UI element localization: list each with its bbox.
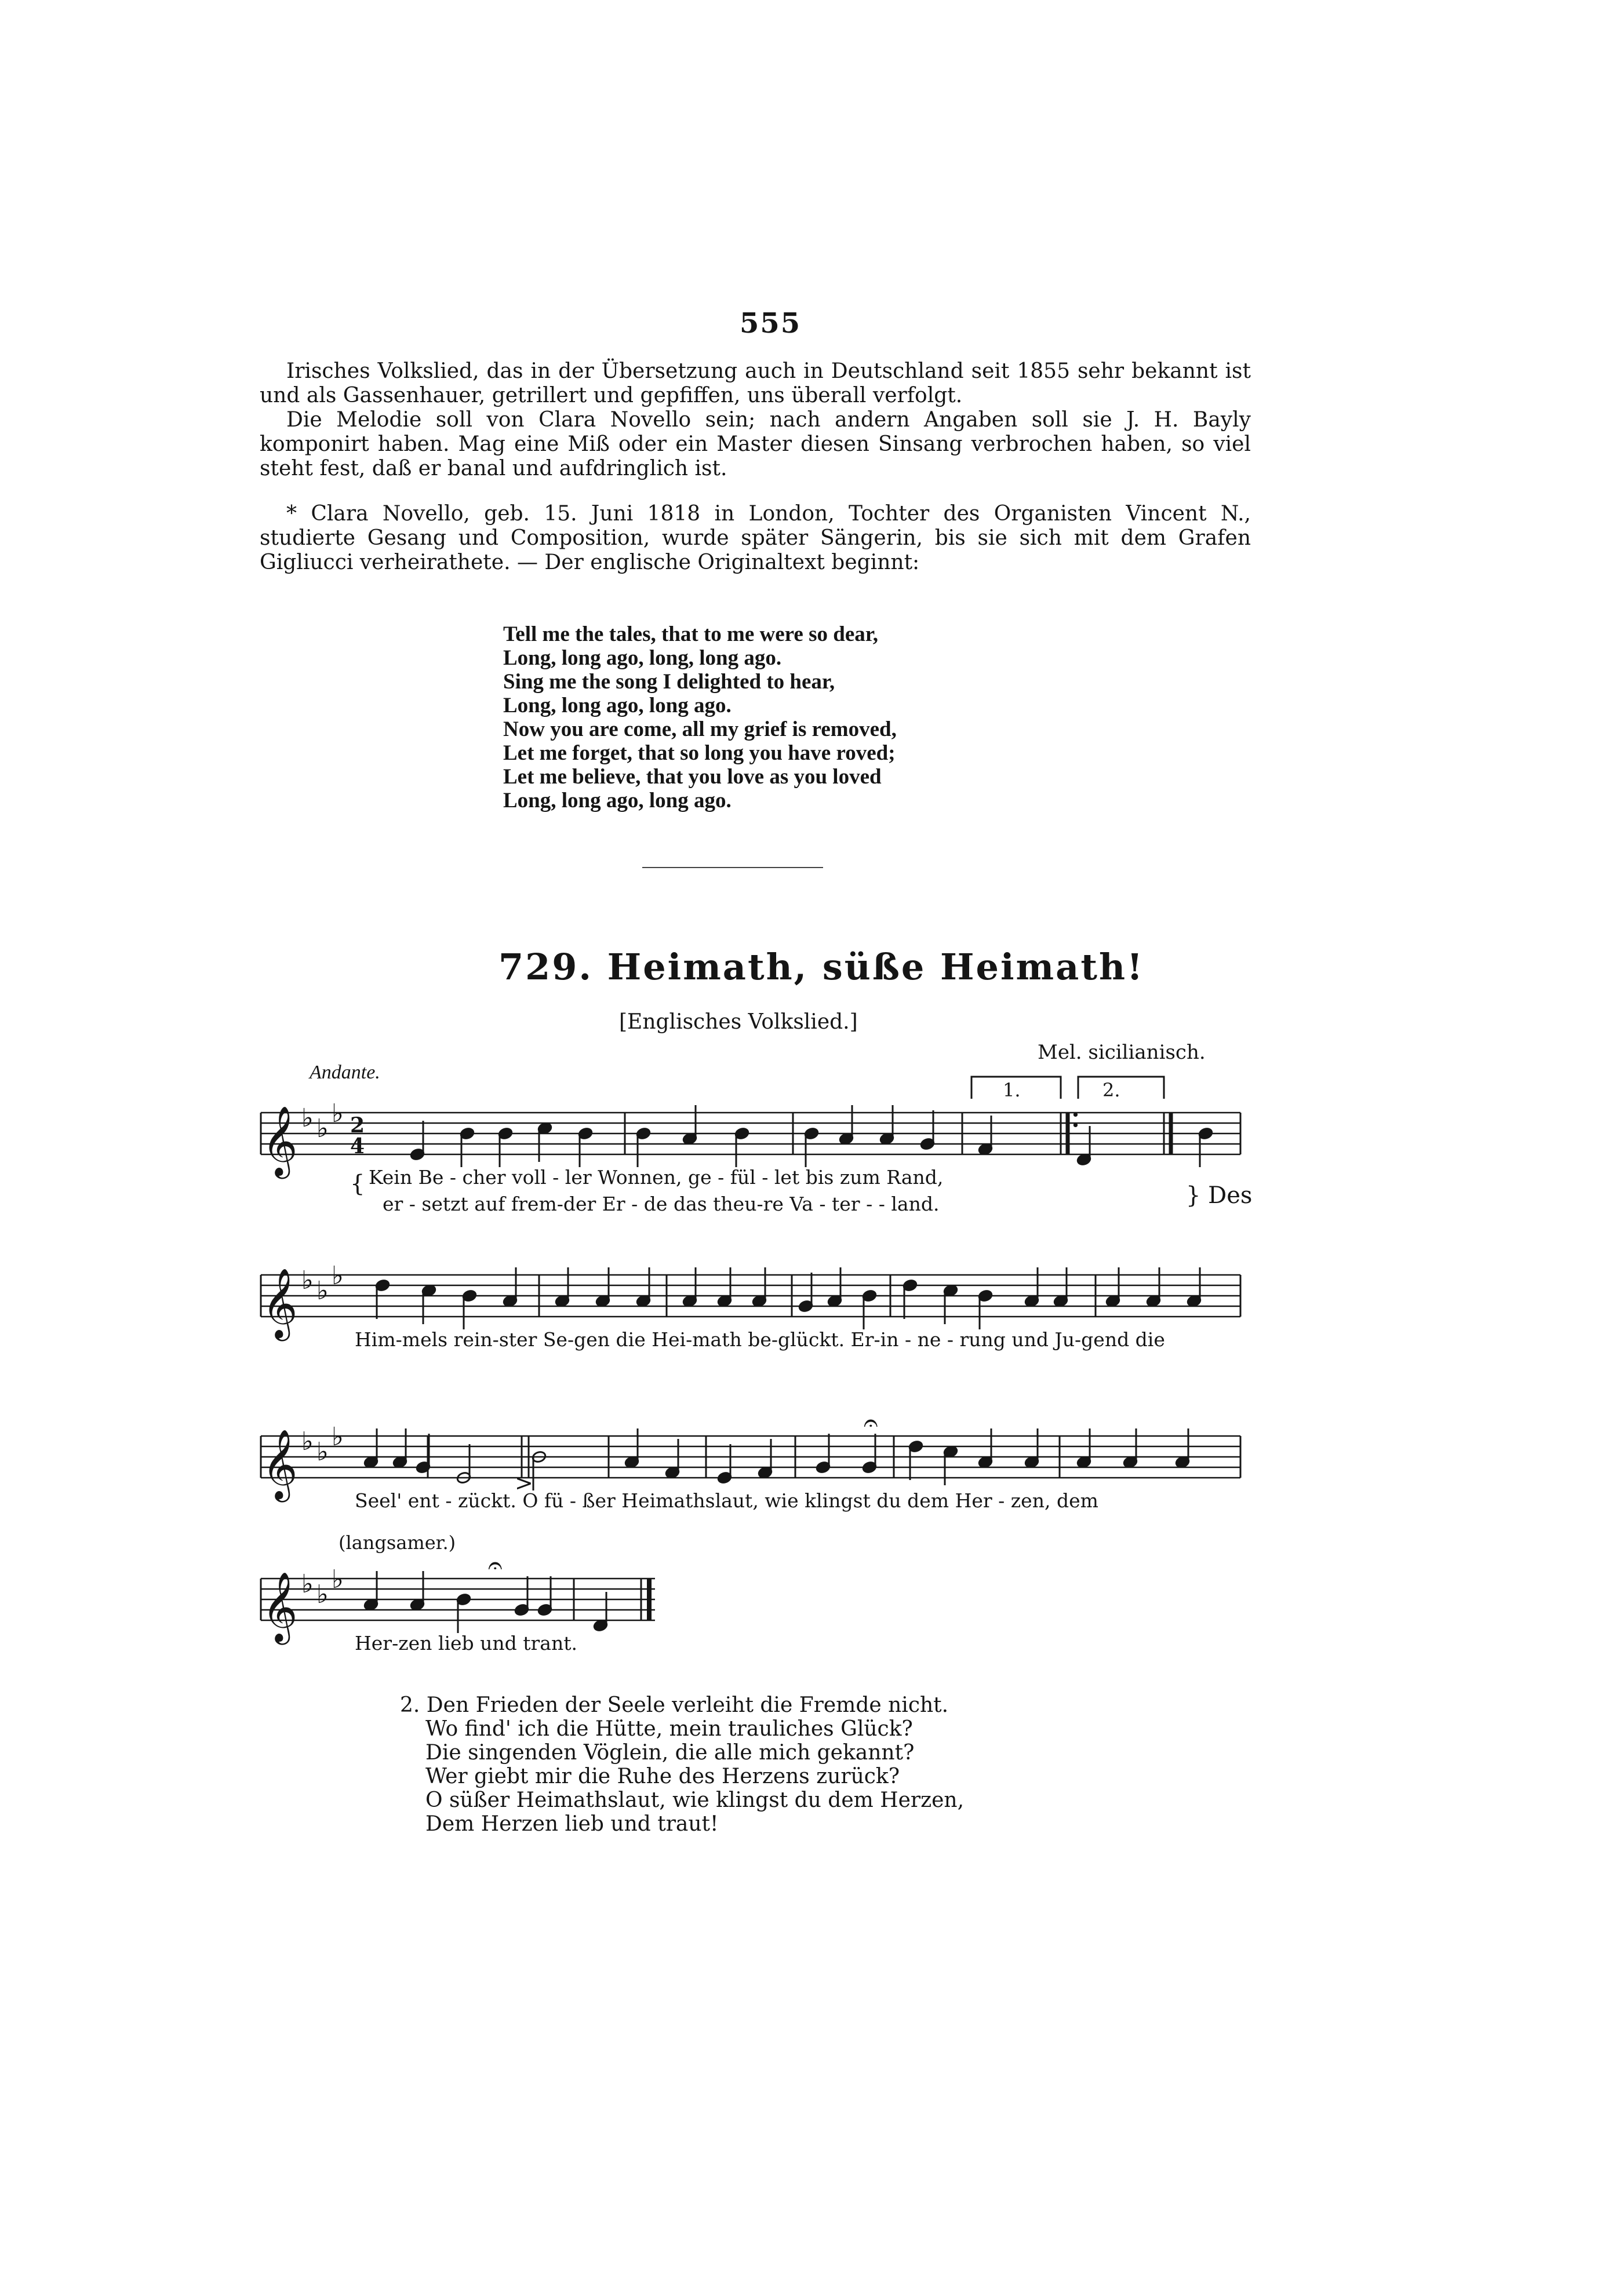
lyric-line: Kein Be - cher voll - ler Wonnen, ge - fül - let bis zum Rand, <box>369 1166 944 1189</box>
lyric-line: Her-zen lieb und trant. <box>355 1632 577 1654</box>
poem-line: Long, long ago, long, long ago. <box>503 646 782 670</box>
svg-text:4: 4 <box>350 1134 365 1158</box>
poem-line: Tell me the tales, that to me were so dear, <box>503 622 879 646</box>
lyric-line: Him-mels rein-ster Se-gen die Hei-math be-glückt. Er-in - ne - rung und Ju-gend die <box>355 1328 1165 1351</box>
poem-line: Let me forget, that so long you have roved; <box>503 741 896 765</box>
poem-line: Now you are come, all my grief is removed, <box>503 717 897 741</box>
svg-text:♭: ♭ <box>301 1103 314 1133</box>
treble-clef-icon: 𝄞 <box>262 1571 298 1642</box>
intro-paragraph-2: Die Melodie soll von Clara Novello sein; nach andern Angaben soll sie J. H. Bayly komponirt haben. Mag eine Miß oder ein Master diesen Sinsang verbrochen haben, so viel steht fest, daß er banal und aufdringlich ist. <box>260 408 1251 480</box>
svg-text:♭: ♭ <box>332 1261 344 1291</box>
time-signature <box>350 1113 365 1158</box>
lyric-line: er - setzt auf frem-der Er - de das theu-re Va - ter - - land. <box>383 1193 940 1215</box>
melody-note: Mel. sicilianisch. <box>1038 1041 1206 1064</box>
verse-line: Wer giebt mir die Ruhe des Herzens zurück? <box>425 1765 900 1788</box>
lyric-line: Seel' ent - zückt. O fü - ßer Heimathslaut, wie klingst du dem Her - zen, dem <box>355 1489 1098 1512</box>
song-name: Heimath, süße Heimath! <box>607 946 1145 988</box>
staff-1 <box>261 1113 1240 1154</box>
svg-text:♭: ♭ <box>316 1114 329 1143</box>
treble-clef-icon: 𝄞 <box>262 1267 298 1338</box>
poem-line: Long, long ago, long ago. <box>503 789 732 812</box>
svg-text:♭: ♭ <box>332 1565 344 1594</box>
lyric-des-brace: } Des <box>1186 1182 1253 1209</box>
treble-clef-icon: 𝄞 <box>262 1105 298 1176</box>
svg-text:♭: ♭ <box>316 1437 329 1467</box>
staff-2 <box>261 1275 1240 1317</box>
svg-text:♭: ♭ <box>301 1569 314 1599</box>
page-number: 555 <box>740 307 802 340</box>
volta-2-label: 2. <box>1102 1079 1120 1101</box>
lyric-brace-left: { <box>350 1171 365 1197</box>
tempo-marking: Andante. <box>310 1062 380 1083</box>
svg-text:♭: ♭ <box>316 1580 329 1609</box>
svg-text:♭: ♭ <box>316 1276 329 1306</box>
svg-text:♭: ♭ <box>301 1427 314 1456</box>
poem-line: Sing me the song I delighted to hear, <box>503 670 835 694</box>
poem-line: Long, long ago, long ago. <box>503 694 732 717</box>
fermata-icon: 𝄐 <box>488 1551 503 1580</box>
tempo-change: (langsamer.) <box>339 1532 456 1554</box>
svg-text:2: 2 <box>350 1113 365 1138</box>
poem-line: Let me believe, that you love as you loved <box>503 765 882 789</box>
accent-icon: > <box>515 1470 533 1496</box>
verse-2 <box>400 1693 964 1836</box>
treble-clef-icon: 𝄞 <box>262 1428 298 1499</box>
footnote: * Clara Novello, geb. 15. Juni 1818 in London, Tochter des Organisten Vincent N., studierte Gesang und Composition, wurde später Sängerin, bis sie sich mit dem Grafen Gigliucci verheirathete. — Der englische Originaltext beginnt: <box>260 502 1251 574</box>
verse-line: Wo find' ich die Hütte, mein trauliches Glück? <box>425 1717 913 1741</box>
repeat-dots-icon: : <box>1070 1097 1081 1135</box>
volta-brackets <box>971 1077 1164 1099</box>
song-number: 729. <box>498 946 594 988</box>
intro-paragraph-1: Irisches Volkslied, das in der Übersetzung auch in Deutschland seit 1855 sehr bekannt ist und als Gassenhauer, getrillert und gepfiffen, uns überall verfolgt. <box>260 359 1251 407</box>
svg-text:♭: ♭ <box>301 1266 314 1295</box>
song-subtitle: [Englisches Volkslied.] <box>619 1010 858 1034</box>
svg-text:♭: ♭ <box>332 1422 344 1452</box>
fermata-icon: 𝄐 <box>864 1408 878 1438</box>
staff-3 <box>261 1436 1240 1478</box>
key-signature-flats <box>301 1099 344 1609</box>
verse-line: O süßer Heimathslaut, wie klingst du dem Herzen, <box>425 1788 965 1812</box>
verse-line: 2. Den Frieden der Seele verleiht die Fremde nicht. <box>400 1693 949 1717</box>
volta-1-label: 1. <box>1003 1079 1021 1101</box>
verse-line: Die singenden Vöglein, die alle mich gekannt? <box>425 1741 915 1765</box>
svg-text:♭: ♭ <box>332 1099 344 1128</box>
lyric-des: Des <box>1208 1182 1253 1209</box>
verse-line: Dem Herzen lieb und traut! <box>425 1812 719 1836</box>
